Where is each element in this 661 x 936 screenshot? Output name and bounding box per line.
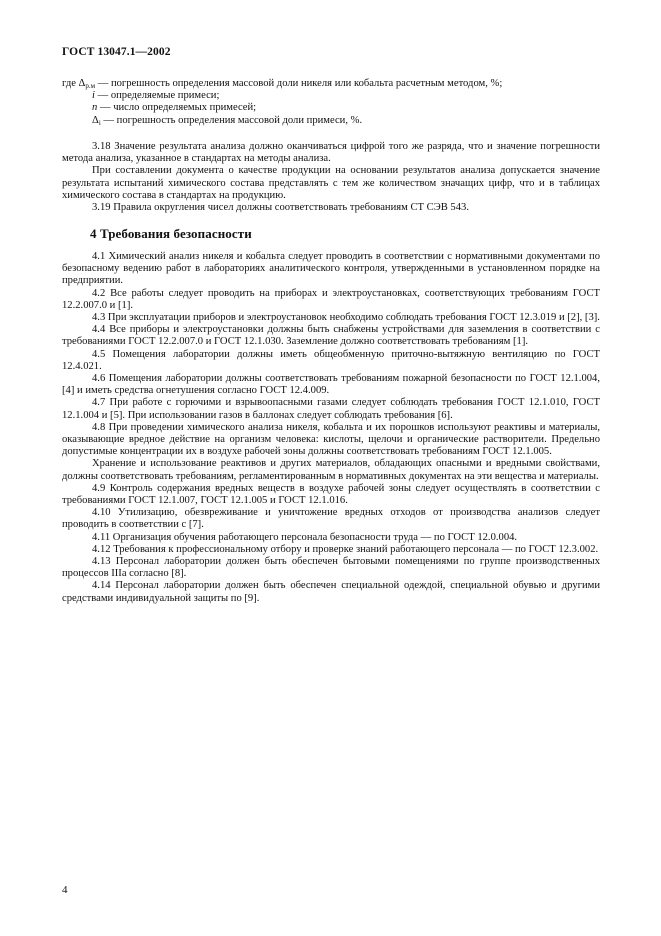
section-heading: 4 Требования безопасности (90, 226, 252, 241)
clause-3-19: 3.19 Правила округления чисел должны соответствовать требованиям СТ СЭВ 543. (92, 202, 469, 214)
clause-paragraph: 4.10 Утилизацию, обезвреживание и уничтожение вредных отходов от производства анализов следует проводить в соответствии с [7]. (62, 507, 600, 531)
definition-delta-i: $\Delta_i$ — погрешность определения массовой доли примеси, %. (92, 114, 363, 127)
clause-paragraph: 4.14 Персонал лаборатории должен быть обеспечен специальной одеждой, специальной обувью и другими средствами индивидуальной защиты по [9]. (62, 580, 600, 604)
section-3-clauses (62, 141, 600, 214)
clause-paragraph: 4.11 Организация обучения работающего персонала безопасности труда — по ГОСТ 12.0.004. (92, 531, 518, 543)
formula-definitions (62, 78, 600, 127)
clause-paragraph: 4.13 Персонал лаборатории должен быть обеспечен бытовыми помещениями по группе производственных процессов IIIа согласно [8]. (62, 556, 600, 580)
clause-paragraph: 4.1 Химический анализ никеля и кобальта следует проводить в соответствии с нормативными документами по безопасному ведению работ в лабораториях аналитического контроля, утвержденными в установленном порядке на предприятии. (62, 251, 600, 287)
clause-3-18: 3.18 Значение результата анализа должно оканчиваться цифрой того же разряда, что и значение погрешности метода анализа, указанное в стандартах на методы анализа. (62, 141, 600, 165)
document-code-header: ГОСТ 13047.1—2002 (62, 46, 171, 58)
definition-delta-rm: где $\Delta_{р.м}$ — погрешность определения массовой доли никеля или кобальта расчетным методом, %; (62, 78, 503, 90)
clause-paragraph: Хранение и использование реактивов и других материалов, обладающих опасными и вредными свойствами, должны соответствовать требованиям, регламентированным в нормативных документах на эти вещества и материалы. (62, 458, 600, 482)
clause-paragraph: 4.4 Все приборы и электроустановки должны быть снабжены устройствами для заземления в соответствии с требованиями ГОСТ 12.2.007.0 и ГОСТ 12.1.030. Заземление должно соответствовать требованиям [1]. (62, 324, 600, 348)
clause-paragraph: 4.3 При эксплуатации приборов и электроустановок необходимо соблюдать требования ГОСТ 12.3.019 и [2], [3]. (92, 312, 600, 324)
definition-i: i — определяемые примеси; (92, 90, 220, 102)
clause-paragraph: 4.5 Помещения лаборатории должны иметь общеобменную приточно-вытяжную вентиляцию по ГОСТ 12.4.021. (62, 348, 600, 372)
clause-paragraph: 4.12 Требования к профессиональному отбору и проверке знаний работающего персонала — по ГОСТ 12.3.002. (92, 543, 599, 555)
page-number: 4 (62, 884, 68, 896)
clause-paragraph: 4.7 При работе с горючими и взрывоопасными газами следует соблюдать требования ГОСТ 12.1.010, ГОСТ 12.1.004 и [5]. При использовании газов в баллонах следует соблюдать требования [6]. (62, 397, 600, 421)
clause-paragraph: 4.2 Все работы следует проводить на приборах и электроустановках, соответствующих требованиям ГОСТ 12.2.007.0 и [1]. (62, 287, 600, 311)
clause-paragraph: 4.8 При проведении химического анализа никеля, кобальта и их порошков используют реактивы и материалы, оказывающие вредное действие на организм человека: кислоты, щелочи и органические растворители. Предельно допустимые концентрации их в воздухе рабочей зоны должны соответствовать требованиям ГОСТ 12.1.005. (62, 421, 600, 458)
definition-n: n — число определяемых примесей; (92, 102, 257, 114)
clause-paragraph: 4.6 Помещения лаборатории должны соответствовать требованиям пожарной безопасности по ГОСТ 12.1.004, [4] и иметь средства огнетушения согласно ГОСТ 12.4.009. (62, 373, 600, 397)
clause-paragraph: 4.9 Контроль содержания вредных веществ в воздухе рабочей зоны следует осуществлять в соответствии с требованиями ГОСТ 12.1.007, ГОСТ 12.1.005 и ГОСТ 12.1.016. (62, 482, 600, 507)
clause-3-18-note: При составлении документа о качестве продукции на основании результатов анализа допускается значение результата испытаний химического состава представлять с тем же количеством значащих цифр, что и в таблицах химического состава в стандартах на продукцию. (62, 165, 600, 201)
section-4-clauses (62, 251, 600, 605)
